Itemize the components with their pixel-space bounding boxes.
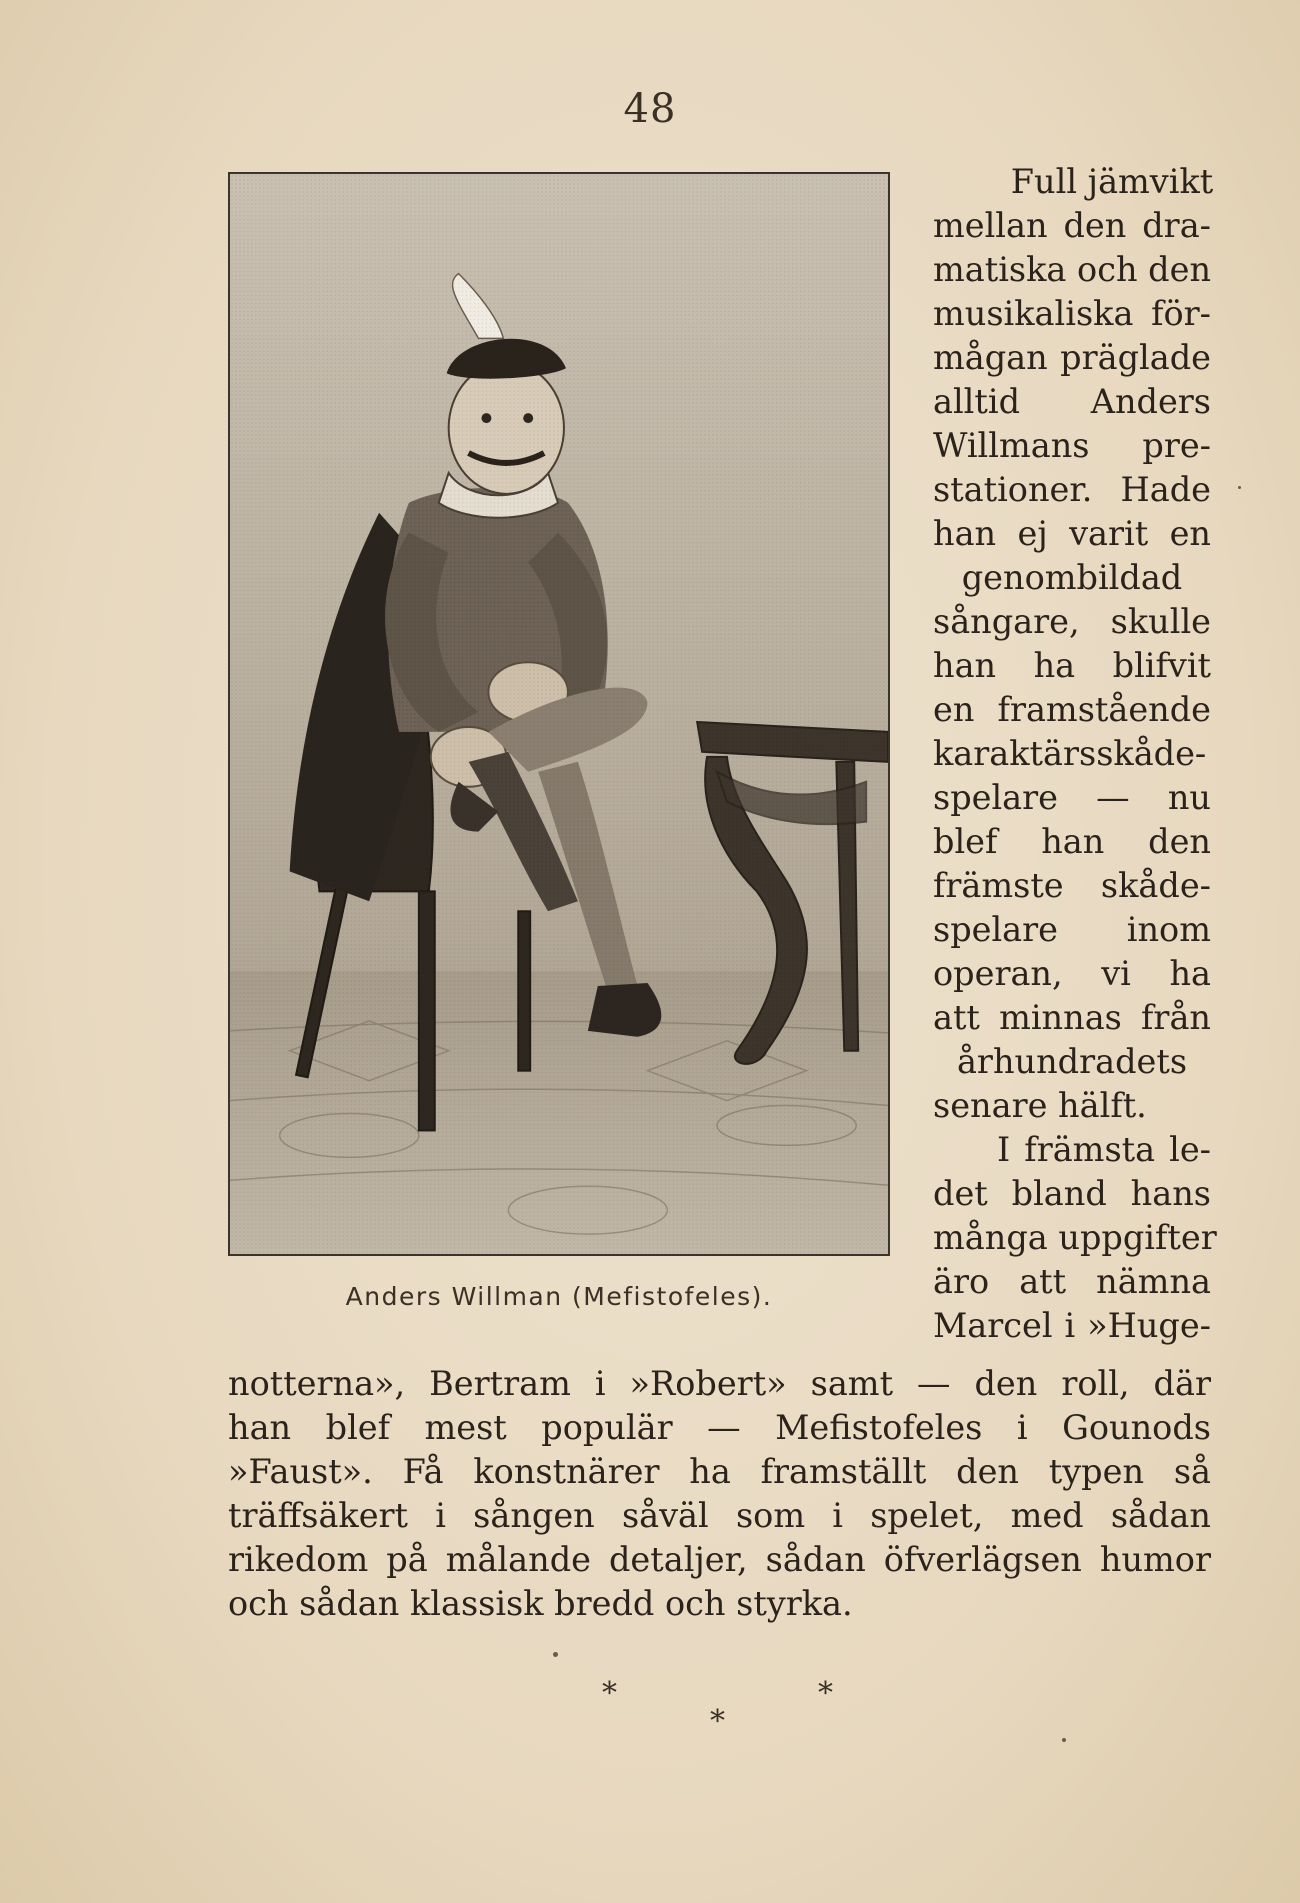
text-line: det bland hans: [933, 1174, 1211, 1213]
section-break-star: *: [818, 1676, 833, 1711]
text-line: alltid Anders: [933, 382, 1211, 421]
text-line: århundradets: [956, 1042, 1188, 1081]
text-line: blef han den: [933, 822, 1211, 861]
text-line: en framstående: [933, 690, 1211, 729]
text-line: sångare, skulle: [933, 602, 1211, 641]
text-line: Willmans pre-: [933, 426, 1211, 465]
text-line: Marcel i »Huge-: [933, 1306, 1211, 1345]
text-line: han ej varit en: [933, 514, 1211, 553]
text-line: många uppgifter: [933, 1218, 1217, 1257]
text-line: karaktärsskåde-: [933, 734, 1207, 773]
text-line: att minnas från: [933, 998, 1211, 1037]
section-break-star: *: [710, 1704, 725, 1739]
text-line: träffsäkert i sången såväl som i spelet, med sådan: [228, 1496, 1211, 1535]
photo-caption: Anders Willman (Mefistofeles).: [345, 1282, 773, 1311]
text-line: han ha blifvit: [933, 646, 1211, 685]
portrait-illustration: [230, 174, 888, 1254]
text-line: spelare inom: [933, 910, 1211, 949]
text-line: främste skåde-: [933, 866, 1211, 905]
paper-speck: [1062, 1738, 1066, 1742]
text-line: matiska och den: [933, 250, 1212, 289]
text-line: operan, vi ha: [933, 954, 1211, 993]
text-line: rikedom på målande detaljer, sådan öfverlägsen humor: [228, 1540, 1211, 1579]
text-line: mågan präglade: [933, 338, 1211, 377]
text-line: musikaliska för-: [933, 294, 1211, 333]
page-number: 48: [623, 86, 677, 132]
text-line: äro att nämna: [933, 1262, 1211, 1301]
text-line: stationer. Hade: [933, 470, 1211, 509]
text-line: spelare — nu: [933, 778, 1211, 817]
portrait-photo: [228, 172, 890, 1256]
paper-speck: [1238, 486, 1241, 489]
text-line: och sådan klassisk bredd och styrka.: [228, 1584, 853, 1623]
text-line: »Faust». Få konstnärer ha framställt den typen så: [228, 1452, 1211, 1491]
text-line: han blef mest populär — Mefistofeles i Gounods: [228, 1408, 1211, 1447]
text-line: genombildad: [961, 558, 1183, 597]
paper-speck: [553, 1652, 558, 1657]
text-line: notterna», Bertram i »Robert» samt — den roll, där: [228, 1364, 1211, 1403]
text-line: I främsta le-: [997, 1130, 1211, 1169]
text-line: senare hälft.: [933, 1086, 1147, 1125]
section-break-star: *: [602, 1676, 617, 1711]
text-line: mellan den dra-: [933, 206, 1211, 245]
text-line: Full jämvikt: [1010, 162, 1214, 201]
